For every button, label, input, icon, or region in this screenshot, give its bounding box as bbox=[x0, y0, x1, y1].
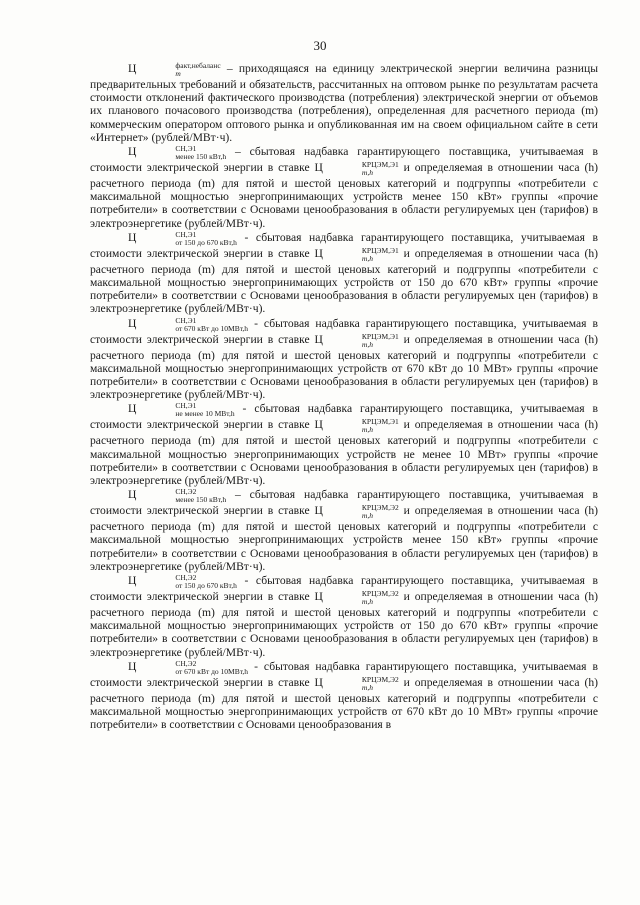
rate-symbol: Ц КРЦЭМ,Э2 m,h bbox=[314, 503, 399, 521]
definition-text: и определяемая в отношении часа (h) расчетного периода (m) для пятой и шестой ценовых категорий и подгруппы «потребители с максимальной мощностью энергопринимающих устройств менее 150 кВт» группы «прочие потребители» в соответствии с Основами ценообразования в области регулируемых цен (тарифов) в электроэнергетике (рублей/МВт·ч). bbox=[90, 504, 599, 573]
rate-symbol: Ц КРЦЭМ,Э1 m,h bbox=[314, 245, 399, 263]
definition-text: и определяемая в отношении часа (h) расчетного периода (m) для пятой и шестой ценовых категорий и подгруппы «потребители с максимальной мощностью энергопринимающих устройств от 670 кВт до 10 МВт» группы «прочие потребители» в соответствии с Основами ценообразования в bbox=[90, 675, 599, 732]
definition-text: и определяемая в отношении часа (h) расчетного периода (m) для пятой и шестой ценовых категорий и подгруппы «потребители с максимальной мощностью энергопринимающих устройств от 150 до 670 кВт» группы «прочие потребители» в соответствии с Основами ценообразования в области регулируемых цен (тарифов) в электроэнергетике (рублей/МВт·ч). bbox=[90, 246, 599, 316]
document-body bbox=[90, 62, 598, 733]
definition-paragraph bbox=[90, 62, 598, 144]
definition-paragraph bbox=[90, 317, 598, 402]
formula-symbol: Ц СН,Э2 от 670 кВт до 10МВт,h bbox=[128, 658, 249, 676]
definition-paragraph bbox=[90, 574, 598, 659]
definition-text: и определяемая в отношении часа (h) расчетного периода (m) для пятой и шестой ценовых категорий и подгруппы «потребители с максимальной мощностью энергопринимающих устройств не менее 10 МВт» группы «прочие потребители» в соответствии с Основами ценообразования в области регулируемых цен (тарифов) в электроэнергетике (рублей/МВт·ч). bbox=[90, 418, 599, 488]
definition-text: – сбытовая надбавка гарантирующего поставщика, учитываемая в стоимости электрической энергии в ставке bbox=[90, 488, 598, 518]
definition-text: - сбытовая надбавка гарантирующего поставщика, учитываемая в стоимости электрической энергии в ставке bbox=[90, 574, 598, 604]
formula-symbol: Ц СН,Э1 менее 150 кВт,h bbox=[128, 144, 227, 162]
definition-paragraph bbox=[90, 145, 598, 230]
rate-symbol: Ц КРЦЭМ,Э1 m,h bbox=[314, 417, 399, 435]
formula-symbol: Ц СН,Э1 от 670 кВт до 10МВт,h bbox=[128, 315, 249, 333]
rate-symbol: Ц КРЦЭМ,Э1 m,h bbox=[314, 160, 399, 178]
formula-symbol: Ц СН,Э2 менее 150 кВт,h bbox=[128, 487, 227, 505]
definition-paragraph bbox=[90, 488, 598, 573]
definition-paragraph bbox=[90, 402, 598, 487]
definition-paragraph bbox=[90, 231, 598, 316]
formula-symbol: Ц СН,Э1 не менее 10 МВт,h bbox=[128, 401, 235, 419]
definition-text: - сбытовая надбавка гарантирующего поставщика, учитываемая в стоимости электрической энергии в ставке bbox=[90, 659, 598, 689]
formula-symbol: Ц факт,небаланс m bbox=[128, 61, 221, 78]
definition-text: - сбытовая надбавка гарантирующего поставщика, учитываемая в стоимости электрической энергии в ставке bbox=[90, 316, 598, 346]
page-number: 30 bbox=[313, 38, 327, 53]
definition-text: - сбытовая надбавка гарантирующего поставщика, учитываемая в стоимости электрической энергии в ставке bbox=[90, 230, 598, 260]
definition-text: и определяемая в отношении часа (h) расчетного периода (m) для пятой и шестой ценовых категорий и подгруппы «потребители с максимальной мощностью энергопринимающих устройств менее 150 кВт» группы «прочие потребители» в соответствии с Основами ценообразования в области регулируемых цен (тарифов) в электроэнергетике (рублей/МВт·ч). bbox=[90, 161, 599, 230]
definition-text: и определяемая в отношении часа (h) расчетного периода (m) для пятой и шестой ценовых категорий и подгруппы «потребители с максимальной мощностью энергопринимающих устройств от 150 до 670 кВт» группы «прочие потребители» в соответствии с Основами ценообразования в области регулируемых цен (тарифов) в электроэнергетике (рублей/МВт·ч). bbox=[90, 590, 599, 659]
definition-text: и определяемая в отношении часа (h) расчетного периода (m) для пятой и шестой ценовых категорий и подгруппы «потребители с максимальной мощностью энергопринимающих устройств от 670 кВт до 10 МВт» группы «прочие потребители» в соответствии с Основами ценообразования в области регулируемых цен (тарифов) в электроэнергетике (рублей/МВт·ч). bbox=[90, 332, 599, 402]
definition-text: – сбытовая надбавка гарантирующего поставщика, учитываемая в стоимости электрической энергии в ставке bbox=[90, 145, 598, 175]
rate-symbol: Ц КРЦЭМ,Э1 m,h bbox=[314, 331, 399, 349]
rate-symbol: Ц КРЦЭМ,Э2 m,h bbox=[314, 674, 399, 692]
definition-text: – приходящаяся на единицу электрической энергии величина разницы предварительных требований и обязательств, рассчитанных на оптовом рынке по результатам расчета стоимости отклонений фактического производства (потребления) электрической энергии от объемов их планового почасового производства (потребления), определенная для расчетного периода (m) коммерческим оператором оптового рынка и опубликованная им на своем официальном сайте в сети «Интернет» (рублей/МВт·ч). bbox=[90, 62, 598, 144]
definition-text: - сбытовая надбавка гарантирующего поставщика, учитываемая в стоимости электрической энергии в ставке bbox=[90, 402, 598, 432]
formula-symbol: Ц СН,Э1 от 150 до 670 кВт,h bbox=[128, 229, 237, 247]
definition-paragraph bbox=[90, 660, 598, 732]
rate-symbol: Ц КРЦЭМ,Э2 m,h bbox=[314, 589, 399, 607]
formula-symbol: Ц СН,Э2 от 150 до 670 кВт,h bbox=[128, 573, 237, 591]
